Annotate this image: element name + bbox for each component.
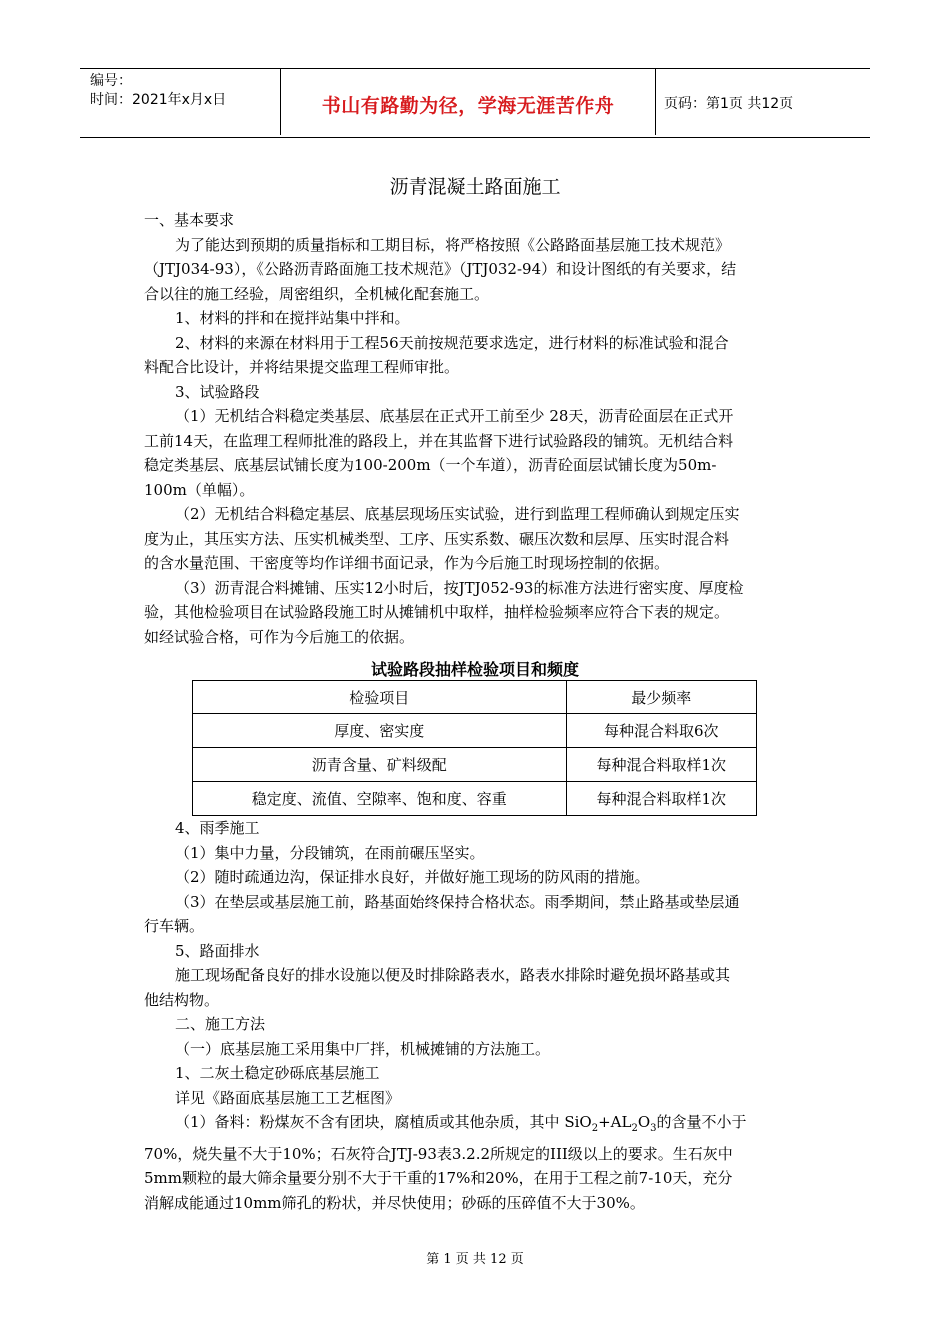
text-line: 70%，烧失量不大于10%；石灰符合JTJ-93表3.2.2所规定的III级以上的要求。生石灰中 (144, 1144, 733, 1163)
text-line: 度为止，其压实方法、压实机械类型、工序、压实系数、碾压次数和层厚、压实时混合料 (144, 529, 730, 548)
table-cell: 每种混合料取样1次 (566, 748, 756, 782)
text-line: 料配合比设计，并将结果提交监理工程师审批。 (144, 358, 460, 376)
text-line: （2）随时疏通边沟，保证排水良好，并做好施工现场的防风雨的措施。 (175, 868, 650, 886)
text-line-chemistry (144, 1110, 808, 1142)
page-footer: 第 1 页 共 12 页 (426, 1252, 524, 1267)
text-line: 合以往的施工经验，周密组织，全机械化配套施工。 (144, 284, 490, 303)
header-meta (80, 69, 280, 137)
table-row (193, 748, 757, 782)
text-line: 1、材料的拌和在搅拌站集中拌和。 (175, 309, 410, 327)
text-line: 消解成能通过10mm筛孔的粉状，并尽快使用；砂砾的压碎值不大于30%。 (144, 1193, 645, 1212)
text-line: 详见《路面底基层施工工艺框图》 (175, 1088, 401, 1107)
text-line: 验，其他检验项目在试验路段施工时从摊铺机中取样，抽样检验频率应符合下表的规定。 (144, 603, 730, 621)
text-line: 他结构物。 (144, 990, 220, 1009)
table-row (193, 782, 757, 816)
text-line: 100m（单幅）。 (144, 480, 255, 499)
text-line: 稳定类基层、底基层试铺长度为100-200m（一个车道），沥青砼面层试铺长度为50m- (144, 456, 717, 474)
number-label: 编号： (90, 73, 132, 89)
text-line: （2）无机结合料稳定基层、底基层现场压实试验，进行到监理工程师确认到规定压实 (175, 505, 740, 523)
text-line: （1）集中力量，分段铺筑，在雨前碾压坚实。 (175, 843, 485, 862)
header-motto: 书山有路勤为径，学海无涯苦作舟 (321, 95, 615, 117)
table-header-cell: 最少频率 (566, 681, 756, 714)
text-line: 1、二灰土稳定砂砾底基层施工 (175, 1064, 380, 1082)
text-line: 一、基本要求 (144, 211, 235, 229)
table-cell: 沥青含量、矿料级配 (193, 748, 567, 782)
text-line: （JTJ034-93），《公路沥青路面施工技术规范》（JTJ032-94）和设计图纸的有关要求，结 (144, 260, 737, 278)
text-line: 5mm颗粒的最大筛余量要分别不大于干重的17%和20%，在用于工程之前7-10天，充分 (144, 1169, 733, 1187)
text-line: 工前14天，在监理工程师批准的路段上，并在其监督下进行试验路段的铺筑。无机结合料 (144, 431, 734, 450)
table-cell: 每种混合料取样1次 (566, 782, 756, 816)
chem-subscript: 3 (650, 1123, 657, 1134)
text-line: （1）无机结合料稳定类基层、底基层在正式开工前至少 28天，沥青砼面层在正式开 (175, 407, 734, 425)
chem-text: 的含量不小于 (656, 1113, 747, 1131)
chem-text: （1）备料：粉煤灰不含有团块，腐植质或其他杂质，其中 SiO (175, 1113, 592, 1131)
document-title: 沥青混凝土路面施工 (389, 176, 561, 198)
table-cell: 厚度、密实度 (193, 714, 567, 748)
text-line: 施工现场配备良好的排水设施以便及时排除路表水，路表水排除时避免损坏路基或其 (175, 966, 731, 984)
chem-subscript: 2 (591, 1123, 599, 1134)
table-row (193, 714, 757, 748)
chem-text: O (637, 1113, 651, 1131)
table-title: 试验路段抽样检验项目和频度 (370, 660, 579, 679)
text-line: 行车辆。 (144, 917, 205, 935)
chem-text: +AL (598, 1113, 632, 1131)
text-line: 二、施工方法 (175, 1015, 266, 1033)
table-cell: 稳定度、流值、空隙率、饱和度、容重 (193, 782, 567, 816)
time-label: 时间：2021年x月x日 (90, 92, 227, 108)
text-line: （3）沥青混合料摊铺、压实12小时后，按JTJ052-93的标准方法进行密实度、厚度检 (175, 578, 744, 597)
text-line: 3、试验路段 (175, 382, 260, 401)
text-line: （一）底基层施工采用集中厂拌，机械摊铺的方法施工。 (175, 1039, 551, 1058)
table-header-cell: 检验项目 (193, 681, 567, 714)
text-line: 的含水量范围、干密度等均作详细书面记录，作为今后施工时现场控制的依据。 (144, 554, 670, 572)
body-section-basic-requirements (144, 208, 808, 649)
text-line: 5、路面排水 (175, 941, 260, 960)
inspection-table (192, 680, 757, 816)
text-line: 为了能达到预期的质量指标和工期目标，将严格按照《公路路面基层施工技术规范》 (175, 235, 731, 254)
header-page-info: 页码：第1页 共12页 (664, 96, 794, 112)
body-section-methods (144, 816, 808, 1215)
table-cell: 每种混合料取6次 (566, 714, 756, 748)
page-header (80, 68, 870, 138)
text-line: （3）在垫层或基层施工前，路基面始终保持合格状态。雨季期间，禁止路基或垫层通 (175, 892, 740, 911)
table-header-row (193, 681, 757, 714)
chem-subscript: 2 (631, 1123, 638, 1134)
header-motto-box (280, 69, 656, 135)
text-line: 如经试验合格，可作为今后施工的依据。 (144, 627, 415, 646)
text-line: 2、材料的来源在材料用于工程56天前按规范要求选定，进行材料的标准试验和混合 (175, 333, 729, 352)
text-line: 4、雨季施工 (175, 819, 260, 837)
